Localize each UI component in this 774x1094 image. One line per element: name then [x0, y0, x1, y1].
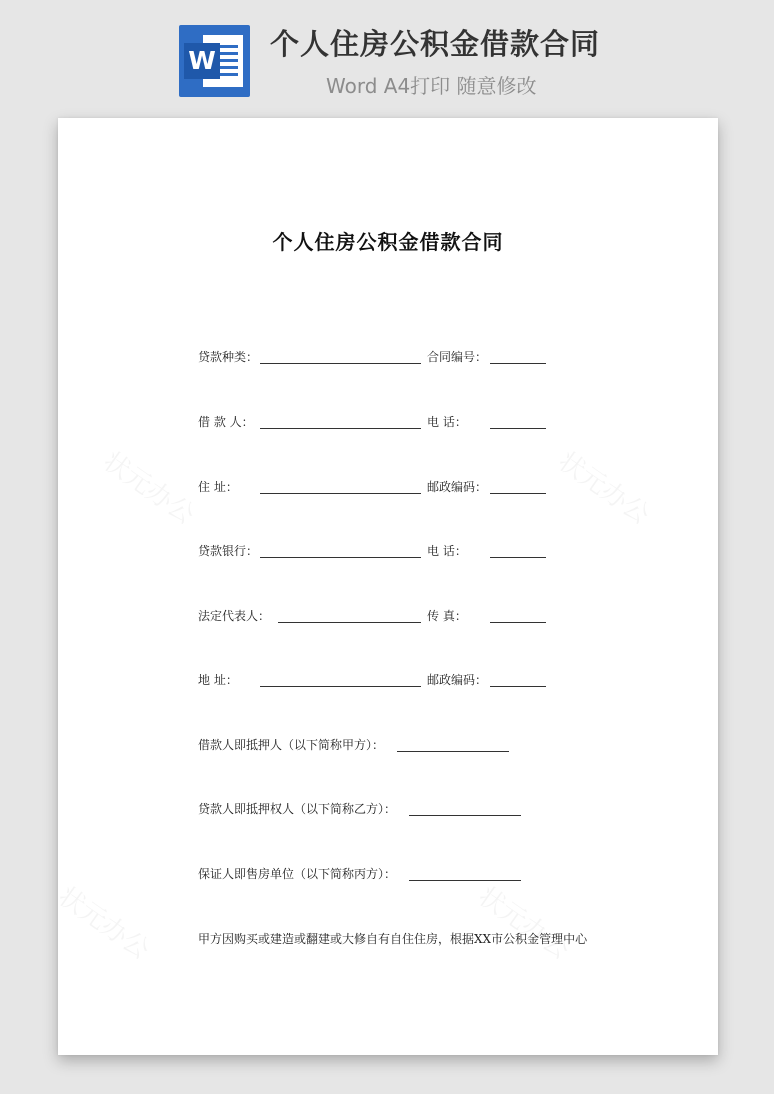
blank-line[interactable]: [260, 686, 421, 687]
blank-line-2[interactable]: [490, 557, 546, 558]
field-label-2: 邮政编码：: [427, 480, 488, 494]
field-label: 借 款 人：: [198, 415, 254, 429]
field-label: 贷款银行：: [198, 544, 259, 558]
blank-line-2[interactable]: [490, 428, 546, 429]
blank-line-2[interactable]: [490, 493, 546, 494]
watermark: [472, 877, 578, 967]
blank-line-2[interactable]: [490, 363, 546, 364]
field-label-2: 电 话：: [427, 415, 467, 429]
field-label: 法定代表人：: [198, 609, 271, 623]
body-paragraph: 甲方因购买或建造或翻建或大修自有自住住房，根据XX市公积金管理中心: [198, 932, 588, 946]
word-icon: [179, 25, 250, 97]
blank-line[interactable]: [409, 880, 521, 881]
header-subtitle: Word A4打印 随意修改: [326, 74, 537, 98]
blank-line[interactable]: [260, 557, 421, 558]
field-label-2: 电 话：: [427, 544, 467, 558]
document-title: 个人住房公积金借款合同: [272, 230, 504, 254]
blank-line[interactable]: [260, 428, 421, 429]
blank-line[interactable]: [397, 751, 509, 752]
field-label: 地 址：: [198, 673, 238, 687]
field-label: 住 址：: [198, 480, 238, 494]
header-title: 个人住房公积金借款合同: [270, 27, 601, 61]
watermark: [552, 442, 658, 532]
field-label-2: 合同编号：: [427, 350, 488, 364]
field-label-2: 邮政编码：: [427, 673, 488, 687]
blank-line[interactable]: [260, 363, 421, 364]
field-label: 贷款种类：: [198, 350, 259, 364]
blank-line-2[interactable]: [490, 686, 546, 687]
word-icon-letter: W: [184, 43, 220, 79]
header-banner: [0, 0, 774, 110]
party-label: 保证人即售房单位（以下简称丙方）：: [198, 867, 397, 881]
party-label: 借款人即抵押人（以下简称甲方）：: [198, 738, 385, 752]
watermark: [52, 877, 158, 967]
document-page: [58, 118, 718, 1055]
party-label: 贷款人即抵押权人（以下简称乙方）：: [198, 802, 397, 816]
blank-line-2[interactable]: [490, 622, 546, 623]
blank-line[interactable]: [260, 493, 421, 494]
field-label-2: 传 真：: [427, 609, 467, 623]
blank-line[interactable]: [409, 815, 521, 816]
watermark: [97, 442, 203, 532]
blank-line[interactable]: [278, 622, 421, 623]
